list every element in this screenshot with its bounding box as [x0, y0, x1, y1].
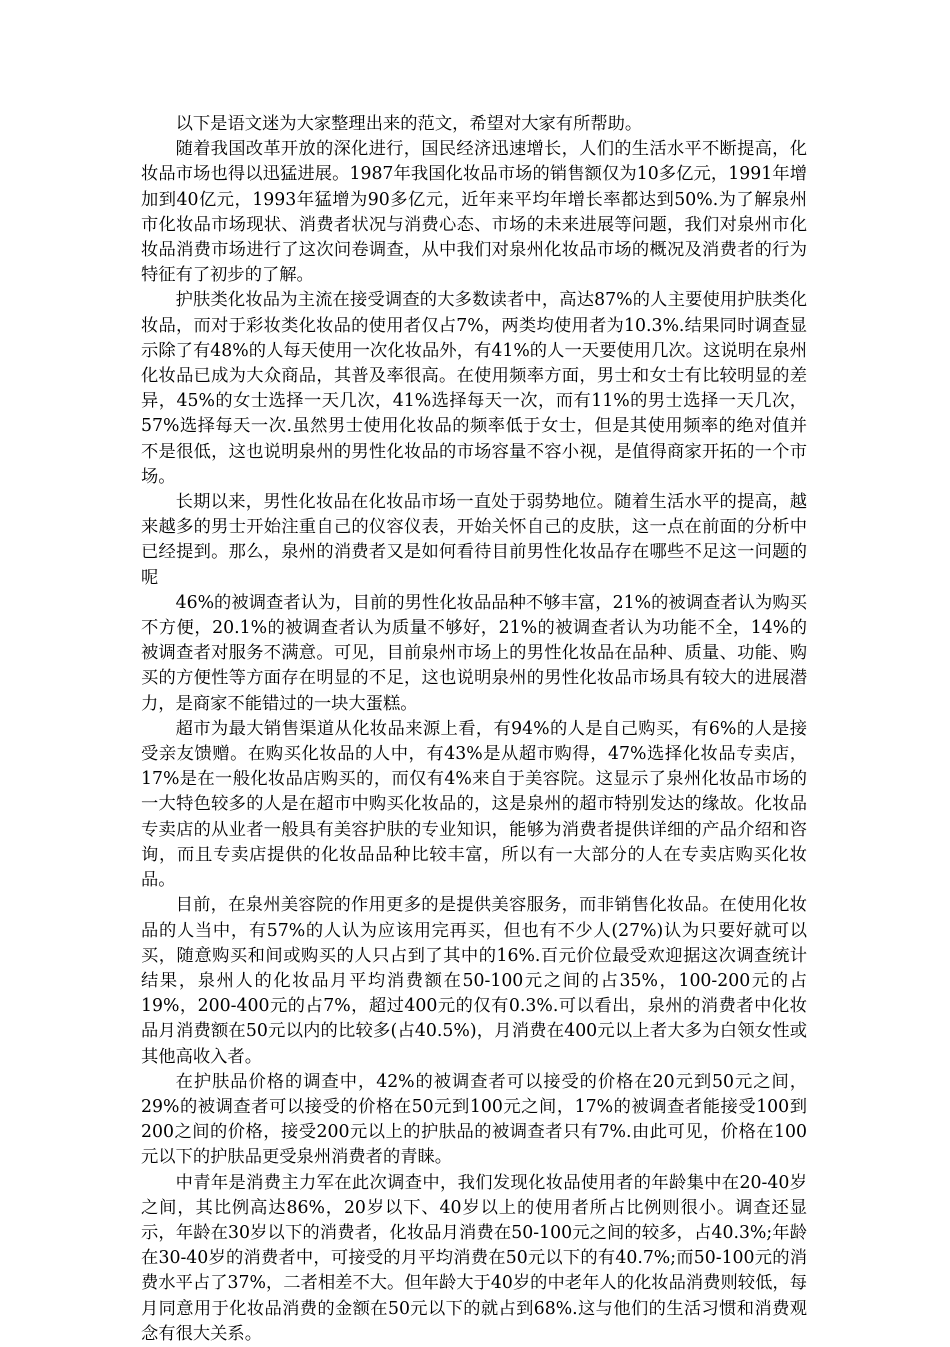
paragraph-male-cosmetics: 长期以来，男性化妆品在化妆品市场一直处于弱势地位。随着生活水平的提高，越来越多的男士开始注重自己的仪容仪表，开始关怀自己的皮肤，这一点在前面的分析中已经提到。那么，泉州的消费者又是如何看待目前男性化妆品存在哪些不足这一问题的呢 — [141, 492, 807, 588]
intro-paragraph: 以下是语文迷为大家整理出来的范文，希望对大家有所帮助。 — [175, 114, 643, 134]
paragraph-beauty-salons: 目前，在泉州美容院的作用更多的是提供美容服务，而非销售化妆品。在使用化妆品的人当中，有57%的人认为应该用完再买，但也有不少人(27%)认为只要好就可以买，随意购买和间或购买的人只占到了其中的16%.百元价位最受欢迎据这次调查统计结果，泉州人的化妆品月平均消费额在50-100元之间的占35%，100-200元的占19%，200-400元的占7%，超过400元的仅有0.3%.可以看出，泉州的消费者中化妆品月消费额在50元以内的比较多(占40.5%)，月消费在400元以上者大多为白领女性或其他高收入者。 — [141, 895, 807, 1067]
paragraph-market-growth: 随着我国改革开放的深化进行，国民经济迅速增长，人们的生活水平不断提高，化妆品市场也得以迅猛进展。1987年我国化妆品市场的销售额仅为10多亿元，1991年增加到40亿元，1993年猛增为90多亿元，近年来平均年增长率都达到50%.为了解泉州市化妆品市场现状、消费者状况与消费心态、市场的未来进展等问题，我们对泉州市化妆品消费市场进行了这次问卷调查，从中我们对泉州化妆品市场的概况及消费者的行为特征有了初步的了解。 — [141, 139, 807, 286]
paragraph-age-groups: 中青年是消费主力军在此次调查中，我们发现化妆品使用者的年龄集中在20-40岁之间，其比例高达86%，20岁以下、40岁以上的使用者所占比例则很小。调查还显示，年龄在30岁以下的消费者，化妆品月消费在50-100元之间的较多，占40.3%;年龄在30-40岁的消费者中，可接受的月平均消费在50元以下的有40.7%;而50-100元的消费水平占了37%，二者相差不大。但年龄大于40岁的中老年人的化妆品消费则较低，每月同意用于化妆品消费的金额在50元以下的就占到68%.这与他们的生活习惯和消费观念有很大关系。 — [141, 1172, 807, 1344]
paragraph-sales-channels: 超市为最大销售渠道从化妆品来源上看，有94%的人是自己购买，有6%的人是接受亲友馈赠。在购买化妆品的人中，有43%是从超市购得，47%选择化妆品专卖店，17%是在一般化妆品店购买的，而仅有4%来自于美容院。这显示了泉州化妆品市场的一大特色较多的人是在超市中购买化妆品的，这是泉州的超市特别发达的缘故。化妆品专卖店的从业者一般具有美容护肤的专业知识，能够为消费者提供详细的产品介绍和咨询，而且专卖店提供的化妆品品种比较丰富，所以有一大部分的人在专卖店购买化妆品。 — [141, 718, 807, 891]
paragraph-price: 在护肤品价格的调查中，42%的被调查者可以接受的价格在20元到50元之间，29%的被调查者可以接受的价格在50元到100元之间，17%的被调查者能接受100到200之间的价格，接受200元以上的护肤品的被调查者只有7%.由此可见，价格在100元以下的护肤品更受泉州消费者的青睐。 — [141, 1071, 807, 1168]
document-body — [141, 112, 807, 1347]
paragraph-skincare: 护肤类化妆品为主流在接受调查的大多数读者中，高达87%的人主要使用护肤类化妆品，而对于彩妆类化妆品的使用者仅占7%，两类均使用者为10.3%.结果同时调查显示除了有48%的人每天使用一次化妆品外，有41%的人一天要使用几次。这说明在泉州化妆品已成为大众商品，其普及率很高。在使用频率方面，男士和女士有比较明显的差异，45%的女士选择一天几次，41%选择每天一次，而有11%的男士选择一天几次，57%选择每天一次.虽然男士使用化妆品的频率低于女士，但是其使用频率的绝对值并不是很低，这也说明泉州的男性化妆品的市场容量不容小视，是值得商家开拓的一个市场。 — [141, 290, 807, 487]
paragraph-male-shortcomings: 46%的被调查者认为，目前的男性化妆品品种不够丰富，21%的被调查者认为购买不方便，20.1%的被调查者认为质量不够好，21%的被调查者认为功能不全，14%的被调查者对服务不满意。可见，目前泉州市场上的男性化妆品在品种、质量、功能、购买的方便性等方面存在明显的不足，这也说明泉州的男性化妆品市场具有较大的进展潜力，是商家不能错过的一块大蛋糕。 — [141, 592, 807, 714]
